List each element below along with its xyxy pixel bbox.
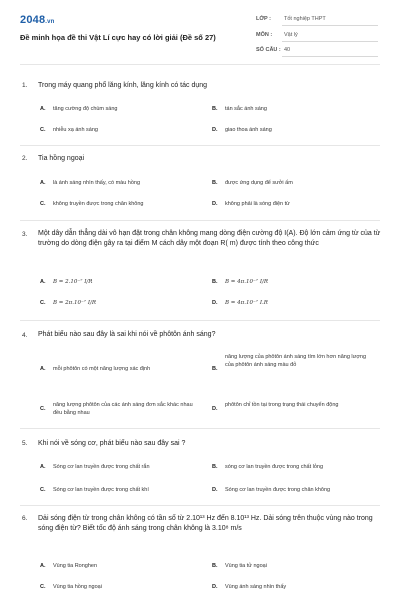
option-letter: D.	[212, 201, 218, 207]
option-text: không truyền được trong chân không	[53, 201, 144, 207]
meta-value-subject: Vật lý	[284, 32, 298, 38]
question-number: 5.	[22, 440, 28, 447]
option-formula: B = 4π.10⁻⁷ I/R	[225, 279, 269, 285]
option-letter: C.	[40, 300, 46, 306]
option-formula: B = 2.10⁻⁷ I/R	[53, 279, 93, 285]
option-text: tán sắc ánh sáng	[225, 106, 267, 112]
question-text: Trong máy quang phổ lăng kính, lăng kính có tác dụng	[38, 82, 208, 89]
option-text: Sóng cơ lan truyền được trong chất rắn	[53, 464, 150, 470]
option-letter: C.	[40, 201, 46, 207]
option-letter: A.	[40, 464, 46, 470]
option-text: năng lượng của phôtôn ánh sáng tím lớn hơn năng lượng của phôtôn ánh sáng màu đỏ	[225, 354, 367, 368]
option-letter: C.	[40, 406, 46, 412]
meta-value-count: 40	[284, 47, 291, 53]
meta-divider	[282, 25, 378, 26]
option-text: giao thoa ánh sáng	[225, 127, 272, 133]
question-text: Khi nói về sóng cơ, phát biểu nào sau đây sai ?	[38, 440, 186, 447]
option-text: Sóng cơ lan truyền được trong chân không	[225, 487, 331, 493]
option-text: được ứng dụng để sưởi ấm	[225, 180, 293, 186]
option-letter: D.	[212, 406, 218, 412]
question-divider	[20, 145, 380, 146]
question-divider	[20, 505, 380, 506]
option-letter: C.	[40, 127, 46, 133]
option-text: Vùng tia Ronghen	[53, 563, 98, 569]
option-letter: C.	[40, 584, 46, 590]
option-letter: A.	[40, 279, 46, 285]
meta-value-class: Tốt nghiệp THPT	[284, 16, 326, 22]
option-letter: B.	[212, 563, 218, 569]
meta-label-class: LỚP :	[256, 16, 271, 22]
option-text: nhiễu xạ ánh sáng	[53, 127, 98, 133]
option-text: Sóng cơ lan truyền được trong chất khí	[53, 487, 149, 493]
option-text: năng lượng phôtôn của các ánh sáng đơn sắc khác nhau đều bằng nhau	[53, 402, 193, 416]
question-text: Một dây dẫn thẳng dài vô hạn đặt trong chân không mang dòng điện cường độ I(A). Độ lớn cảm ứng từ của từ trường do dòng điện gây ra tại điểm M cách dây một đoạn R( m) được tính theo công thức	[38, 230, 381, 247]
option-text: là ánh sáng nhìn thấy, có màu hồng	[53, 180, 141, 186]
question-text: Dải sóng điện từ trong chân không có tần số từ 2.10¹³ Hz đến 8.10¹³ Hz. Dải sóng trên thuộc vùng nào trong sóng điện từ? Biết tốc độ ánh sáng trong chân không là 3.10⁸ m/s	[38, 515, 373, 532]
question-number: 6.	[22, 515, 28, 522]
question-divider	[20, 320, 380, 321]
option-formula: B = 4π.10⁻⁷ I.R	[225, 300, 268, 306]
option-letter: D.	[212, 127, 218, 133]
option-text: Vùng ánh sáng nhìn thấy	[225, 584, 287, 590]
option-letter: D.	[212, 487, 218, 493]
option-formula: B = 2π.10⁻⁷ I/R	[53, 300, 97, 306]
option-letter: B.	[212, 279, 218, 285]
option-letter: B.	[212, 106, 218, 112]
site-logo[interactable]	[20, 14, 55, 26]
document-title: Đề minh họa đề thi Vật Lí cực hay có lời giải (Đề số 27)	[20, 33, 216, 42]
option-text: Vùng tia hồng ngoại	[53, 584, 102, 590]
question-number: 1.	[22, 82, 28, 89]
question-divider	[20, 428, 380, 429]
logo-suffix: .vn	[45, 19, 55, 25]
option-letter: A.	[40, 180, 46, 186]
option-text: mỗi phôtôn có một năng lượng xác định	[53, 366, 151, 372]
question-number: 4.	[22, 332, 28, 339]
meta-label-count: SỐ CÂU :	[256, 47, 281, 53]
question-divider	[20, 220, 380, 221]
option-letter: B.	[212, 180, 218, 186]
question-text: Phát biểu nào sau đây là sai khi nói về phôtôn ánh sáng?	[38, 331, 216, 338]
question-number: 2.	[22, 155, 28, 162]
option-text: tăng cường độ chùm sáng	[53, 106, 118, 112]
meta-divider	[282, 41, 378, 42]
meta-divider	[282, 56, 378, 57]
option-text: sóng cơ lan truyền được trong chất lỏng	[225, 464, 324, 470]
question-text: Tia hồng ngoại	[38, 155, 85, 162]
option-letter: B.	[212, 366, 218, 372]
option-letter: D.	[212, 584, 218, 590]
option-text: không phải là sóng điện từ	[225, 201, 290, 207]
option-letter: A.	[40, 106, 46, 112]
option-letter: A.	[40, 366, 46, 372]
question-number: 3.	[22, 231, 28, 238]
option-text: Vùng tia tử ngoại	[225, 563, 267, 569]
option-letter: A.	[40, 563, 46, 569]
logo-text: 2048	[20, 14, 46, 26]
option-letter: C.	[40, 487, 46, 493]
option-letter: D.	[212, 300, 218, 306]
header-divider	[20, 64, 380, 65]
option-text: phôtôn chỉ tồn tại trong trạng thái chuyển động	[225, 402, 339, 408]
meta-label-subject: MÔN :	[256, 32, 273, 38]
option-letter: B.	[212, 464, 218, 470]
